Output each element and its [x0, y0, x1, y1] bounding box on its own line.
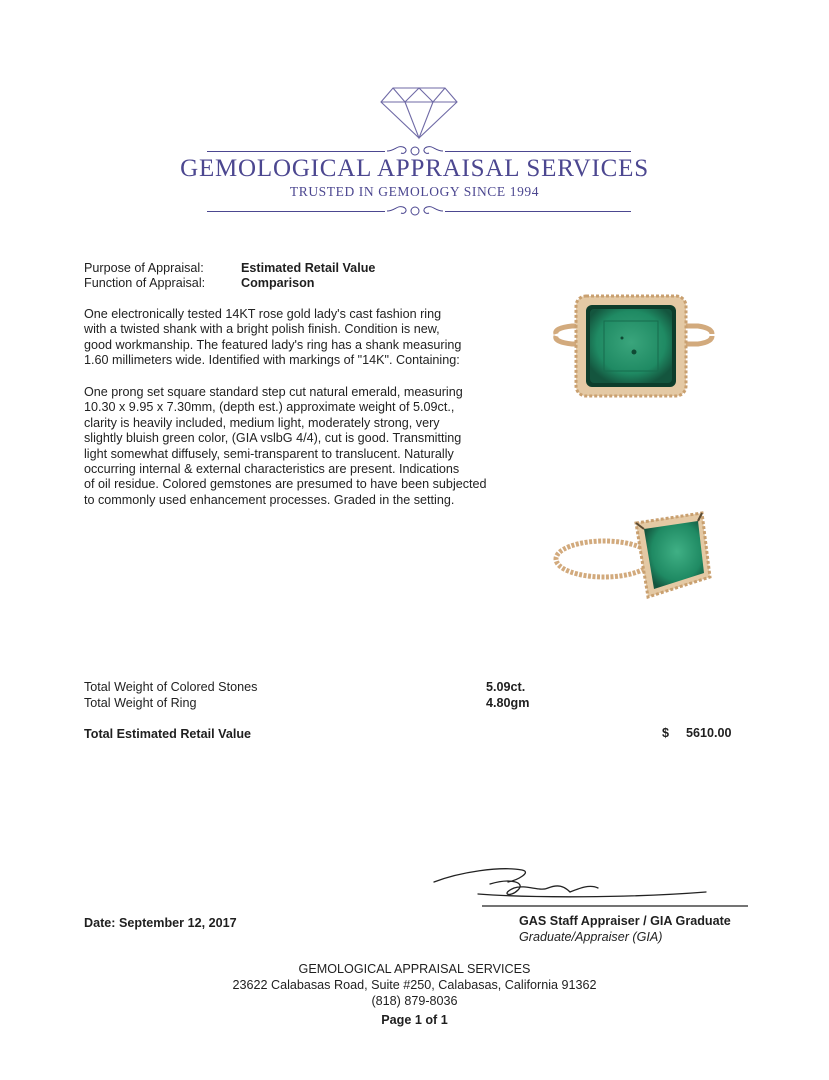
retail-value-amount: 5610.00	[686, 726, 732, 740]
footer-phone: (818) 879-8036	[371, 994, 458, 1008]
letterhead-bottom-rule-right	[445, 211, 631, 212]
purpose-value: Estimated Retail Value	[241, 261, 376, 275]
ring-top-view-image	[548, 290, 718, 402]
currency-symbol: $	[662, 726, 670, 740]
retail-value-label: Total Estimated Retail Value	[84, 727, 252, 741]
ring-description: One electronically tested 14KT rose gold lady's cast fashion ring with a twisted shank with a bright polish finish. Condition is new, good workmanship. The featured lady's ring has a shank measuring 1.60 millimeters wide. Identified with markings of "14K". Containing:	[84, 307, 462, 368]
function-value: Comparison	[241, 276, 315, 290]
ring-side-view-image	[552, 507, 714, 607]
letterhead-tagline: TRUSTED IN GEMOLOGY SINCE 1994	[289, 184, 540, 199]
report-date: Date: September 12, 2017	[84, 916, 237, 930]
ring-weight-label: Total Weight of Ring	[84, 696, 197, 710]
purpose-label: Purpose of Appraisal:	[84, 261, 204, 275]
appraiser-subtitle: Graduate/Appraiser (GIA)	[519, 930, 663, 944]
letterhead-company-name: GEMOLOGICAL APPRAISAL SERVICES	[180, 155, 649, 182]
function-label: Function of Appraisal:	[84, 276, 206, 290]
appraiser-signature-image	[430, 858, 750, 910]
ring-weight-value: 4.80gm	[486, 696, 530, 710]
colored-stones-weight-label: Total Weight of Colored Stones	[84, 680, 258, 694]
letterhead-bottom-rule-left	[207, 211, 385, 212]
colored-stones-weight-value: 5.09ct.	[486, 680, 526, 694]
bottom-flourish-ornament	[385, 203, 445, 219]
diamond-logo-icon	[379, 86, 459, 140]
letterhead-top-rule-left	[207, 151, 385, 152]
appraiser-title: GAS Staff Appraiser / GIA Graduate	[519, 914, 731, 928]
footer-company: GEMOLOGICAL APPRAISAL SERVICES	[298, 962, 531, 976]
stone-description: One prong set square standard step cut natural emerald, measuring 10.30 x 9.95 x 7.30mm, (depth est.) approximate weight of 5.09ct., clarity is heavily included, medium light, moderately strong, very slightly bluish green color, (GIA vslbG 4/4), cut is good. Transmitting light somewhat diffusely, semi-transparent to translucent. Naturally occurring internal & external characteristics are present. Indications of oil residue. Colored gemstones are presumed to have been subjected to commonly used enhancement processes. Graded in the setting.	[84, 385, 487, 507]
footer-address: 23622 Calabasas Road, Suite #250, Calabasas, California 91362	[232, 978, 597, 992]
letterhead-top-rule-right	[445, 151, 631, 152]
footer-page-number: Page 1 of 1	[381, 1013, 448, 1027]
